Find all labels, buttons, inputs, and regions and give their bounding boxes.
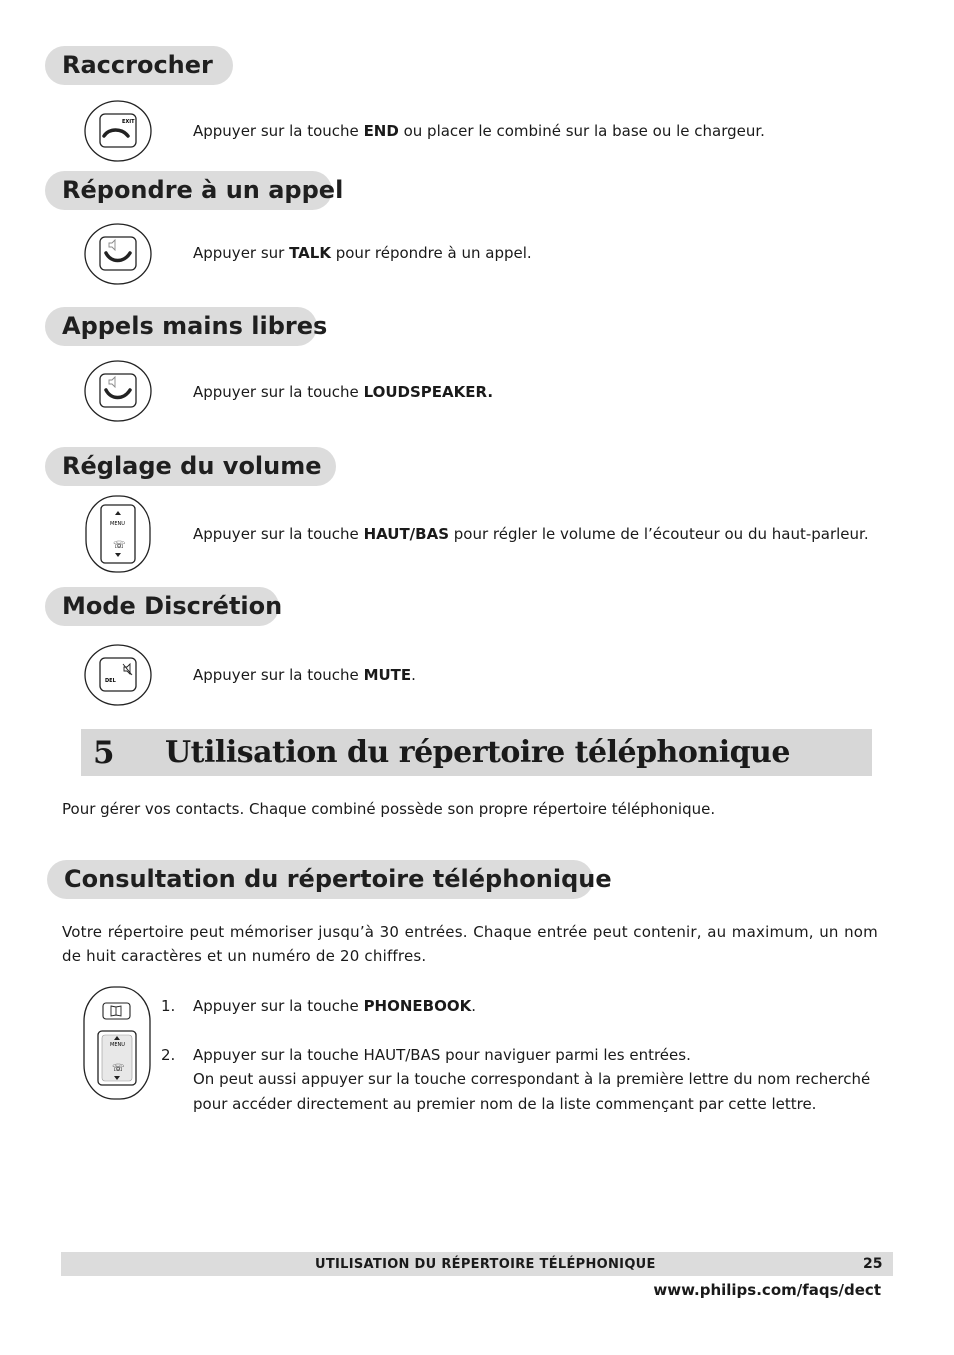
chapter-heading xyxy=(81,729,872,776)
repondre-instruction: Appuyer sur TALK pour répondre à un appel. xyxy=(193,244,532,262)
volume-instruction: Appuyer sur la touche HAUT/BAS pour régler le volume de l’écouteur ou du haut-parleur. xyxy=(193,525,869,543)
footer-url: www.philips.com/faqs/dect xyxy=(653,1281,881,1299)
svg-text:☏: ☏ xyxy=(113,540,126,551)
talk-key-name: TALK xyxy=(289,244,331,262)
section-title-discretion: Mode Discrétion xyxy=(45,587,279,626)
mute-key-name: MUTE xyxy=(363,666,412,684)
menu-key-label: MENU xyxy=(110,521,125,527)
phonebook-key-name: PHONEBOOK xyxy=(363,997,472,1015)
svg-text:☏: ☏ xyxy=(112,1063,125,1074)
footer-chapter-title: UTILISATION DU RÉPERTOIRE TÉLÉPHONIQUE xyxy=(315,1257,656,1272)
discretion-instruction: Appuyer sur la touche MUTE. xyxy=(193,666,416,684)
loudspeaker-key-name: LOUDSPEAKER. xyxy=(363,383,494,401)
mains-libres-instruction: Appuyer sur la touche LOUDSPEAKER. xyxy=(193,383,494,401)
footer-bar xyxy=(61,1252,893,1276)
section-title-mains-libres: Appels mains libres xyxy=(45,307,317,346)
up-down-key-name: HAUT/BAS xyxy=(363,525,449,543)
page-number: 25 xyxy=(863,1256,883,1272)
chapter-title: Utilisation du répertoire téléphonique xyxy=(165,735,790,770)
end-key-label: EXIT xyxy=(122,119,135,125)
consultation-body: Votre répertoire peut mémoriser jusqu’à 30 entrées. Chaque entrée peut contenir, au maximum, un nom de huit caractères et un numéro de 20 chiffres. xyxy=(62,923,878,965)
section-title-repondre: Répondre à un appel xyxy=(45,171,332,210)
del-key-label: DEL xyxy=(105,678,116,684)
phonebook-navigation-keys-icon xyxy=(82,985,152,1101)
chapter-intro: Pour gérer vos contacts. Chaque combiné possède son propre répertoire téléphonique. xyxy=(62,800,716,818)
step-2-line-1: Appuyer sur la touche HAUT/BAS pour naviguer parmi les entrées. xyxy=(193,1046,691,1064)
section-title-raccrocher: Raccrocher xyxy=(45,46,233,85)
up-down-key-icon xyxy=(84,494,154,574)
step-1-number: 1. xyxy=(161,997,176,1015)
end-key-icon xyxy=(84,100,154,162)
chapter-number: 5 xyxy=(93,735,115,771)
end-key-name: END xyxy=(363,122,399,140)
mute-key-icon xyxy=(84,644,154,706)
section-title-consultation: Consultation du répertoire téléphonique xyxy=(47,860,593,899)
step-2-number: 2. xyxy=(161,1046,176,1064)
step-1-text: Appuyer sur la touche PHONEBOOK. xyxy=(193,997,477,1015)
menu-key-label-2: MENU xyxy=(110,1042,125,1048)
step-2-line-2: On peut aussi appuyer sur la touche correspondant à la première lettre du nom recherché xyxy=(193,1070,871,1088)
raccrocher-instruction: Appuyer sur la touche END ou placer le combiné sur la base ou le chargeur. xyxy=(193,122,765,140)
talk-key-icon xyxy=(84,223,154,285)
loudspeaker-key-icon xyxy=(84,360,154,422)
section-title-volume: Réglage du volume xyxy=(45,447,336,486)
step-2-line-3: pour accéder directement au premier nom de la liste commençant par cette lettre. xyxy=(193,1095,817,1113)
